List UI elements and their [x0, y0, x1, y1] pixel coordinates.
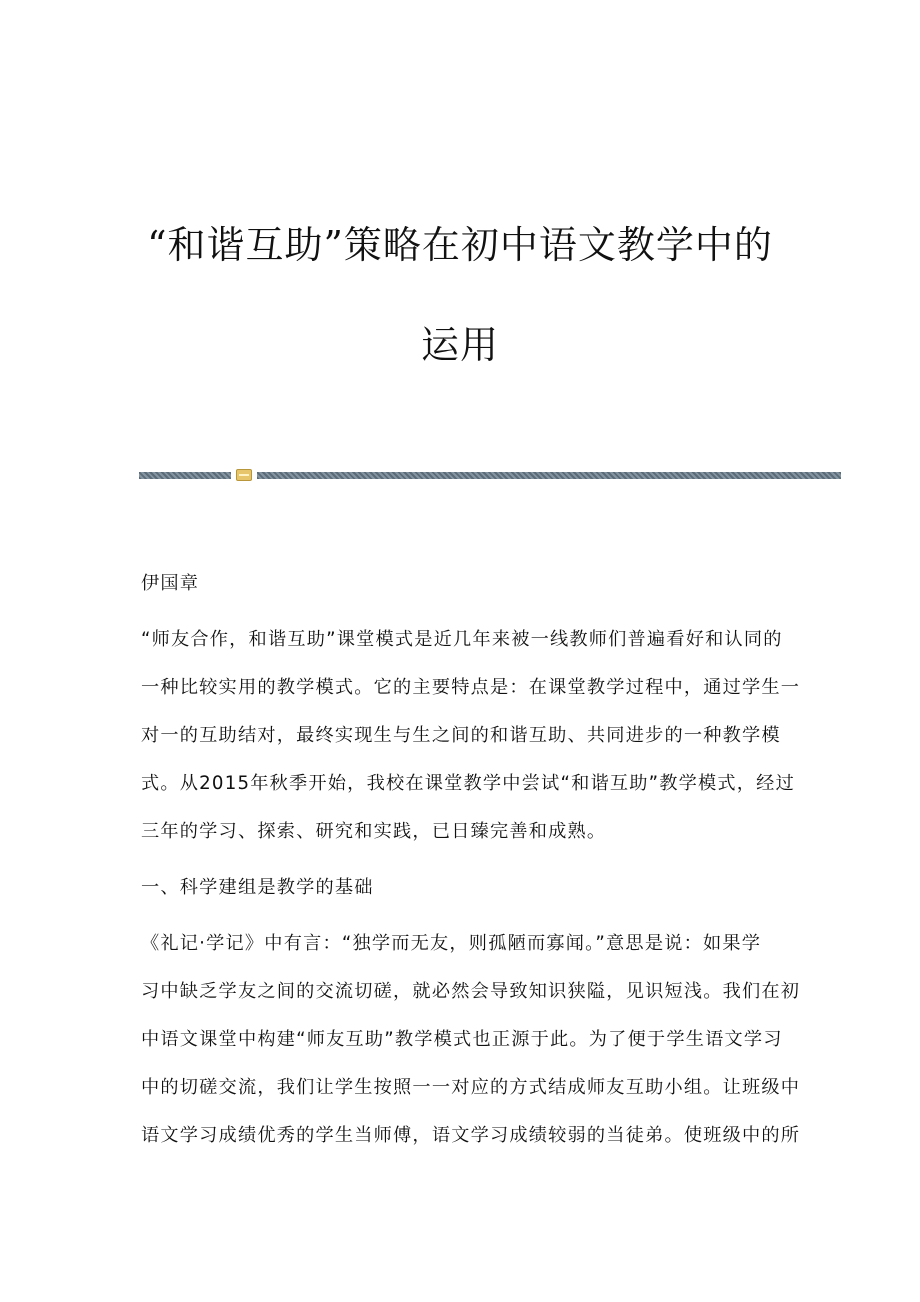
paragraph-2-line-1: 《礼记·学记》中有言：“独学而无友，则孤陋而寡闻。”意思是说：如果学 [141, 933, 762, 954]
title-line-1: “和谐互助”策略在初中语文教学中的 [147, 223, 773, 267]
divider-ornament-icon [236, 469, 252, 481]
title-line-2: 运用 [420, 323, 499, 367]
paragraph-1-line-4: 式。从2015年秋季开始，我校在课堂教学中尝试“和谐互助”教学模式，经过 [141, 773, 795, 794]
title-divider [139, 469, 841, 481]
paragraph-2-line-4: 中的切磋交流，我们让学生按照一一对应的方式结成师友互助小组。让班级中 [141, 1077, 801, 1098]
paragraph-2-line-3: 中语文课堂中构建“师友互助”教学模式也正源于此。为了便于学生语文学习 [141, 1029, 783, 1050]
author-name: 伊国章 [141, 573, 200, 594]
paragraph-1-line-3: 对一的互助结对，最终实现生与生之间的和谐互助、共同进步的一种教学模 [141, 725, 781, 746]
paragraph-2-line-2: 习中缺乏学友之间的交流切磋，就必然会导致知识狭隘，见识短浅。我们在初 [141, 981, 801, 1002]
paragraph-2-line-5: 语文学习成绩优秀的学生当师傅，语文学习成绩较弱的当徒弟。使班级中的所 [141, 1125, 801, 1146]
divider-bar-left [139, 472, 231, 479]
divider-bar-right [257, 472, 841, 479]
paragraph-1-line-1: “师友合作，和谐互助”课堂模式是近几年来被一线教师们普遍看好和认同的 [141, 629, 783, 650]
paragraph-1-line-2: 一种比较实用的教学模式。它的主要特点是：在课堂教学过程中，通过学生一 [141, 677, 801, 698]
paragraph-1-line-5: 三年的学习、探索、研究和实践，已日臻完善和成熟。 [141, 821, 607, 842]
section-1-heading: 一、科学建组是教学的基础 [141, 877, 374, 898]
